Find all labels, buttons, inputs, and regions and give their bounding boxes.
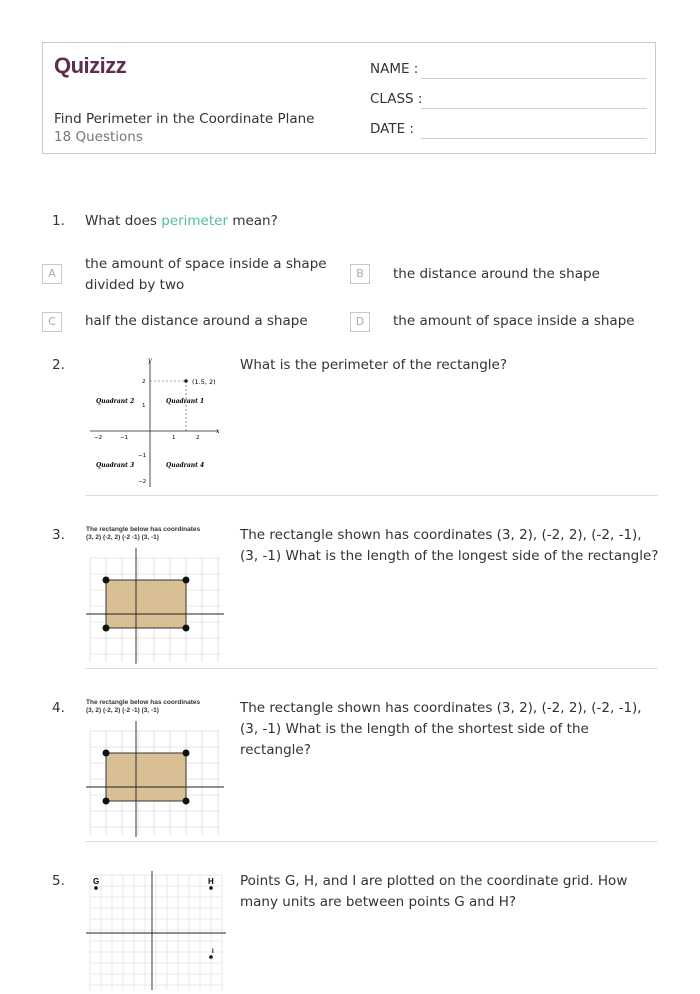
quizizz-logo: Quizizz — [54, 53, 127, 78]
quadrant-figure — [86, 355, 226, 490]
point — [184, 379, 188, 383]
highlight-word: perimeter — [161, 213, 229, 229]
question-divider — [85, 841, 658, 842]
question-text — [85, 211, 278, 232]
rectangle-figure — [86, 699, 231, 839]
date-line[interactable] — [421, 138, 647, 139]
class-line[interactable] — [421, 108, 647, 109]
vertex-point — [103, 798, 110, 805]
question-number: 2. — [52, 357, 65, 373]
tick-label: −1 — [138, 453, 147, 459]
quadrant-4-label: Quadrant 4 — [166, 462, 205, 469]
question-text: The rectangle shown has coordinates (3, 2), (-2, 2), (-2, -1), (3, -1) What is the length of the shortest side of the rectangle? — [240, 700, 642, 758]
vertex-point — [103, 625, 110, 632]
figure-caption: (3, 2) (-2, 2) (-2 -1) (3, -1) — [86, 534, 159, 541]
vertex-point — [183, 577, 190, 584]
quadrant-diagram — [86, 355, 226, 490]
class-label: CLASS : — [370, 91, 423, 107]
question-number: 5. — [52, 873, 65, 889]
vertex-point — [103, 750, 110, 757]
point-g-label: G — [93, 877, 100, 886]
option-b-text[interactable]: the distance around the shape — [393, 266, 600, 282]
question-text: What is the perimeter of the rectangle? — [240, 357, 508, 373]
question-divider — [85, 668, 658, 669]
question-text-part: What does — [85, 213, 162, 229]
question-text: Points G, H, and I are plotted on the coordinate grid. How many units are between points G and H? — [240, 873, 628, 910]
name-line[interactable] — [421, 78, 647, 79]
option-c-text[interactable]: half the distance around a shape — [85, 313, 308, 329]
rectangle-grid — [86, 717, 231, 837]
option-b-box[interactable]: B — [350, 264, 370, 284]
rectangle-shape — [106, 753, 186, 801]
figure-caption: (3, 2) (-2, 2) (-2 -1) (3, -1) — [86, 707, 159, 714]
vertex-point — [183, 625, 190, 632]
option-d-box[interactable]: D — [350, 312, 370, 332]
vertex-point — [183, 750, 190, 757]
point-label: (1.5, 2) — [192, 378, 216, 386]
point-h — [209, 886, 213, 890]
vertex-point — [103, 577, 110, 584]
point-i-label: I — [212, 949, 214, 955]
figure-caption: The rectangle below has coordinates — [86, 526, 201, 533]
quadrant-1-label: Quadrant 1 — [166, 398, 205, 405]
worksheet-header — [42, 42, 656, 154]
option-c-box[interactable]: C — [42, 312, 62, 332]
option-d-text[interactable]: the amount of space inside a shape — [393, 313, 635, 329]
option-a-text[interactable]: the amount of space inside a shape divided by two — [85, 256, 327, 293]
option-a-box[interactable]: A — [42, 264, 62, 284]
point-h-label: H — [208, 877, 214, 886]
question-text-part: mean? — [228, 213, 278, 229]
question-text: The rectangle shown has coordinates (3, 2), (-2, 2), (-2, -1), (3, -1) What is the length of the longest side of the rectangle? — [240, 527, 659, 564]
rectangle-grid — [86, 544, 231, 664]
worksheet-title: Find Perimeter in the Coordinate Plane — [54, 111, 315, 127]
points-grid — [86, 871, 226, 990]
points-grid-figure — [86, 871, 226, 990]
question-count: 18 Questions — [54, 129, 143, 145]
tick-label: 1 — [172, 435, 176, 441]
rectangle-figure — [86, 526, 231, 666]
tick-label: 2 — [142, 379, 146, 385]
y-axis-label: y — [148, 356, 152, 364]
question-divider — [85, 495, 658, 496]
name-label: NAME : — [370, 61, 419, 77]
question-number: 3. — [52, 527, 65, 543]
quadrant-2-label: Quadrant 2 — [96, 398, 135, 405]
tick-label: 2 — [196, 435, 200, 441]
point-g — [94, 886, 98, 890]
vertex-point — [183, 798, 190, 805]
point-i — [209, 955, 213, 959]
tick-label: −2 — [94, 435, 103, 441]
question-number: 1. — [52, 213, 65, 229]
x-axis-label: x — [216, 427, 220, 435]
tick-label: −1 — [120, 435, 129, 441]
tick-label: −2 — [138, 479, 147, 485]
date-label: DATE : — [370, 121, 414, 137]
figure-caption: The rectangle below has coordinates — [86, 699, 201, 706]
rectangle-shape — [106, 580, 186, 628]
question-number: 4. — [52, 700, 65, 716]
tick-label: 1 — [142, 403, 146, 409]
quadrant-3-label: Quadrant 3 — [96, 462, 135, 469]
